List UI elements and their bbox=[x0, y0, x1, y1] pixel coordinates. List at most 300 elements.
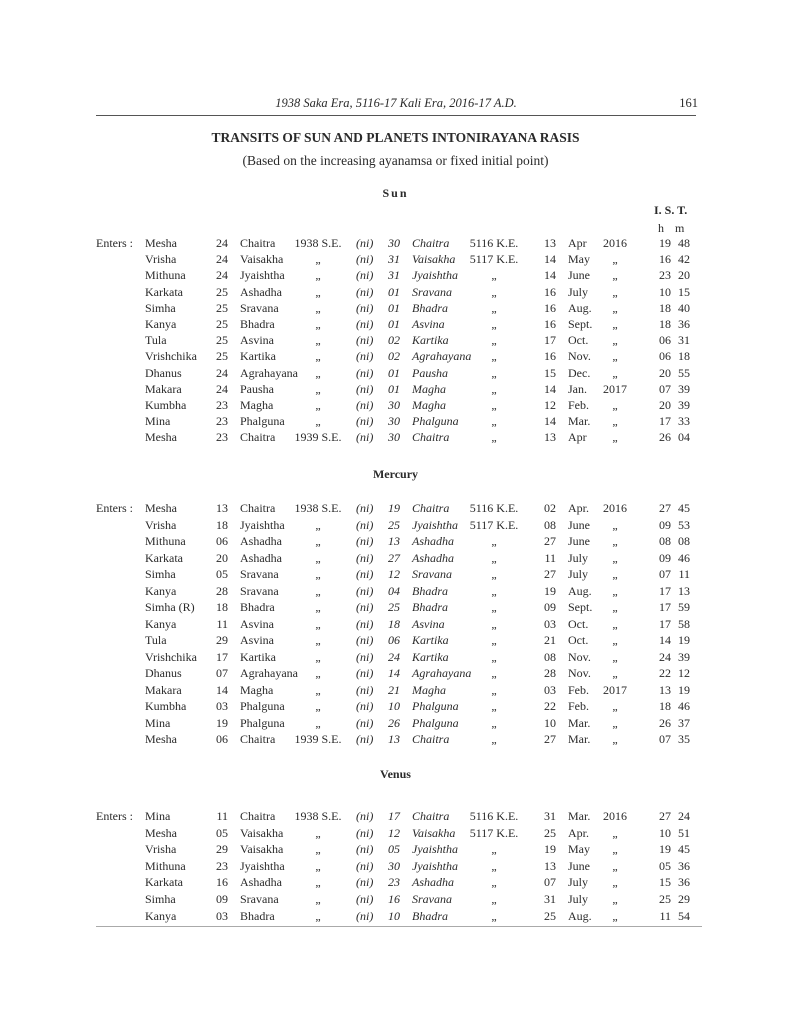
ad-year: „ bbox=[612, 252, 618, 267]
ad-month: Apr bbox=[568, 430, 587, 445]
ad-month: Sept. bbox=[568, 317, 593, 331]
ni-marker: (ni) bbox=[356, 567, 374, 581]
saka-year: „ bbox=[315, 252, 321, 267]
ni-marker: (ni) bbox=[356, 583, 374, 598]
saka-month: Bhadra bbox=[240, 317, 275, 331]
saka-day: 29 bbox=[216, 633, 228, 647]
kali-month: Vaisakha bbox=[412, 825, 456, 840]
saka-year: „ bbox=[315, 583, 321, 598]
kali-day: 01 bbox=[388, 284, 400, 299]
ad-year: 2017 bbox=[603, 682, 627, 697]
ad-year: „ bbox=[612, 633, 618, 647]
ad-day: 27 bbox=[544, 567, 556, 581]
ist-header: I. S. T. bbox=[654, 203, 688, 217]
saka-month: Pausha bbox=[240, 381, 274, 396]
ni-marker: (ni) bbox=[356, 892, 374, 906]
table-row bbox=[0, 600, 791, 616]
saka-year: „ bbox=[315, 825, 321, 840]
page-subtitle: (Based on the increasing ayanamsa or fixed initial point) bbox=[242, 153, 549, 168]
ni-marker: (ni) bbox=[356, 649, 374, 664]
rasi: Kanya bbox=[145, 317, 177, 331]
ad-day: 27 bbox=[544, 534, 556, 548]
ad-day: 10 bbox=[544, 715, 556, 730]
ad-year: „ bbox=[612, 616, 618, 631]
rasi: Mesha bbox=[145, 501, 177, 515]
rasi: Mina bbox=[145, 809, 171, 823]
ad-day: 02 bbox=[544, 501, 556, 515]
ist-minute: 12 bbox=[678, 666, 690, 680]
kali-day: 05 bbox=[388, 842, 400, 857]
ad-day: 03 bbox=[544, 682, 556, 697]
kali-day: 02 bbox=[388, 349, 400, 364]
saka-month: Sravana bbox=[240, 583, 279, 598]
ist-hour: 09 bbox=[659, 517, 671, 532]
saka-year: „ bbox=[315, 699, 321, 713]
ad-day: 22 bbox=[544, 699, 556, 713]
saka-month: Magha bbox=[240, 682, 274, 697]
kali-month: Magha bbox=[412, 398, 446, 412]
table-row bbox=[0, 382, 791, 398]
kali-year: „ bbox=[491, 732, 497, 746]
saka-day: 24 bbox=[216, 381, 228, 396]
saka-day: 28 bbox=[216, 583, 228, 598]
ad-year: „ bbox=[612, 365, 618, 380]
saka-day: 23 bbox=[216, 414, 228, 429]
rasi: Mesha bbox=[145, 236, 177, 250]
saka-year: „ bbox=[315, 317, 321, 331]
kali-month: Kartika bbox=[412, 333, 449, 348]
saka-year: „ bbox=[315, 858, 321, 873]
kali-year: „ bbox=[491, 908, 497, 923]
kali-year: „ bbox=[491, 365, 497, 380]
ist-minute: 15 bbox=[678, 284, 690, 299]
saka-year: „ bbox=[315, 398, 321, 412]
kali-year: „ bbox=[491, 284, 497, 299]
saka-year: „ bbox=[315, 633, 321, 647]
kali-month: Agrahayana bbox=[412, 666, 472, 680]
kali-month: Sravana bbox=[412, 567, 452, 581]
kali-year: „ bbox=[491, 699, 497, 713]
ni-marker: (ni) bbox=[356, 682, 374, 697]
saka-year: 1938 S.E. bbox=[294, 501, 342, 515]
ad-day: 13 bbox=[544, 858, 556, 873]
saka-year: 1938 S.E. bbox=[294, 809, 342, 823]
saka-day: 29 bbox=[216, 842, 228, 857]
ist-hour: 08 bbox=[659, 534, 671, 548]
ad-day: 31 bbox=[544, 809, 556, 823]
kali-month: Sravana bbox=[412, 284, 452, 299]
rasi: Simha bbox=[145, 892, 176, 906]
ist-hour: 19 bbox=[659, 236, 671, 250]
kali-day: 30 bbox=[388, 858, 400, 873]
saka-year: „ bbox=[315, 381, 321, 396]
saka-month: Ashadha bbox=[240, 875, 282, 890]
ad-year: „ bbox=[612, 398, 618, 412]
ist-hour: 17 bbox=[659, 414, 671, 429]
kali-year: „ bbox=[491, 317, 497, 331]
saka-day: 16 bbox=[216, 875, 228, 890]
kali-year: „ bbox=[491, 583, 497, 598]
ni-marker: (ni) bbox=[356, 616, 374, 631]
ist-hour: 06 bbox=[659, 333, 671, 348]
rasi: Mithuna bbox=[145, 268, 186, 283]
saka-year: „ bbox=[315, 908, 321, 923]
table-row bbox=[0, 650, 791, 666]
kali-month: Sravana bbox=[412, 892, 452, 906]
table-row bbox=[0, 909, 791, 925]
ist-hour: 13 bbox=[659, 682, 671, 697]
saka-month: Kartika bbox=[240, 649, 276, 664]
kali-year: „ bbox=[491, 616, 497, 631]
saka-month: Sravana bbox=[240, 300, 279, 315]
table-row bbox=[0, 567, 791, 583]
saka-day: 11 bbox=[216, 616, 228, 631]
ist-minute: 53 bbox=[678, 517, 690, 532]
saka-day: 19 bbox=[216, 715, 228, 730]
saka-month: Asvina bbox=[240, 633, 274, 647]
ni-marker: (ni) bbox=[356, 349, 374, 364]
saka-month: Ashadha bbox=[240, 534, 282, 548]
saka-year: 1939 S.E. bbox=[294, 732, 342, 746]
saka-month: Vaisakha bbox=[240, 825, 284, 840]
rasi: Dhanus bbox=[145, 365, 182, 380]
kali-month: Chaitra bbox=[412, 501, 450, 515]
ist-hour: 07 bbox=[659, 732, 671, 746]
ist-hour: 20 bbox=[659, 398, 671, 412]
ad-month: June bbox=[568, 534, 590, 548]
ni-marker: (ni) bbox=[356, 633, 374, 647]
ist-hour: 15 bbox=[659, 875, 671, 890]
ist-minute: 37 bbox=[678, 715, 690, 730]
ni-marker: (ni) bbox=[356, 732, 374, 746]
kali-month: Pausha bbox=[412, 365, 448, 380]
ist-minute: 45 bbox=[678, 842, 690, 857]
table-row bbox=[0, 317, 791, 333]
kali-day: 12 bbox=[388, 825, 400, 840]
saka-year: „ bbox=[315, 268, 321, 283]
saka-day: 24 bbox=[216, 268, 228, 283]
kali-day: 12 bbox=[388, 567, 400, 581]
saka-month: Phalguna bbox=[240, 699, 285, 713]
ad-month: June bbox=[568, 858, 590, 873]
ad-day: 16 bbox=[544, 349, 556, 364]
ad-day: 14 bbox=[544, 414, 556, 429]
ad-year: „ bbox=[612, 300, 618, 315]
kali-year: „ bbox=[491, 268, 497, 283]
ist-minute: 04 bbox=[678, 430, 690, 445]
table-row bbox=[0, 842, 791, 858]
saka-year: „ bbox=[315, 414, 321, 429]
kali-day: 30 bbox=[388, 430, 400, 445]
ad-year: „ bbox=[612, 858, 618, 873]
kali-year: „ bbox=[491, 430, 497, 445]
saka-year: „ bbox=[315, 517, 321, 532]
kali-day: 16 bbox=[388, 892, 400, 906]
ad-day: 09 bbox=[544, 600, 556, 614]
kali-day: 25 bbox=[388, 600, 400, 614]
saka-day: 06 bbox=[216, 534, 228, 548]
rasi: Mithuna bbox=[145, 534, 186, 548]
kali-month: Bhadra bbox=[412, 600, 448, 614]
kali-month: Agrahayana bbox=[412, 349, 472, 364]
kali-day: 30 bbox=[388, 398, 400, 412]
kali-year: „ bbox=[491, 414, 497, 429]
kali-month: Phalguna bbox=[412, 699, 459, 713]
rasi: Vrisha bbox=[145, 252, 177, 267]
table-row bbox=[0, 252, 791, 268]
kali-month: Jyaishtha bbox=[412, 517, 458, 532]
ist-minute: 31 bbox=[678, 333, 690, 348]
ist-minute: 39 bbox=[678, 398, 690, 412]
saka-year: 1938 S.E. bbox=[294, 236, 342, 250]
ad-day: 14 bbox=[544, 252, 556, 267]
saka-day: 18 bbox=[216, 600, 228, 614]
section-title-venus: Venus bbox=[380, 767, 411, 781]
ad-day: 17 bbox=[544, 333, 556, 348]
kali-year: 5116 K.E. bbox=[469, 236, 519, 250]
ad-month: Nov. bbox=[568, 349, 591, 364]
ist-hour: 17 bbox=[659, 600, 671, 614]
kali-year: „ bbox=[491, 349, 497, 364]
kali-day: 19 bbox=[388, 501, 400, 515]
saka-day: 06 bbox=[216, 732, 228, 746]
rasi: Mithuna bbox=[145, 858, 186, 873]
rasi: Simha bbox=[145, 300, 176, 315]
kali-month: Asvina bbox=[412, 616, 445, 631]
saka-day: 07 bbox=[216, 666, 228, 680]
table-row bbox=[0, 430, 791, 446]
ad-month: Feb. bbox=[568, 682, 589, 697]
saka-day: 25 bbox=[216, 300, 228, 315]
ist-minute: 29 bbox=[678, 892, 690, 906]
ad-month: July bbox=[568, 875, 589, 890]
kali-month: Chaitra bbox=[412, 236, 450, 250]
ist-minute: 48 bbox=[678, 236, 690, 250]
ad-year: „ bbox=[612, 550, 618, 565]
kali-day: 27 bbox=[388, 550, 400, 565]
rasi: Kanya bbox=[145, 583, 177, 598]
kali-day: 31 bbox=[388, 268, 400, 283]
ist-hour: 10 bbox=[659, 825, 671, 840]
saka-month: Vaisakha bbox=[240, 252, 284, 267]
rasi: Vrishchika bbox=[145, 349, 197, 364]
ni-marker: (ni) bbox=[356, 534, 374, 548]
saka-month: Jyaishtha bbox=[240, 517, 285, 532]
table-row bbox=[0, 349, 791, 365]
table-row bbox=[0, 414, 791, 430]
ad-month: Aug. bbox=[568, 908, 592, 923]
kali-month: Chaitra bbox=[412, 732, 450, 746]
kali-year: 5117 K.E. bbox=[469, 252, 519, 267]
saka-month: Agrahayana bbox=[240, 666, 298, 680]
ist-hour: 16 bbox=[659, 252, 671, 267]
table-row bbox=[0, 699, 791, 715]
section-title-sun: Sun bbox=[382, 186, 409, 200]
ad-year: 2016 bbox=[603, 809, 627, 823]
ist-hour: 17 bbox=[659, 616, 671, 631]
ad-day: 27 bbox=[544, 732, 556, 746]
saka-day: 17 bbox=[216, 649, 228, 664]
ad-month: Nov. bbox=[568, 666, 591, 680]
ni-marker: (ni) bbox=[356, 600, 374, 614]
ad-day: 03 bbox=[544, 616, 556, 631]
ad-year: 2016 bbox=[603, 501, 627, 515]
ad-year: „ bbox=[612, 317, 618, 331]
kali-month: Phalguna bbox=[412, 715, 459, 730]
ad-year: 2017 bbox=[603, 381, 627, 396]
saka-month: Ashadha bbox=[240, 550, 282, 565]
kali-month: Phalguna bbox=[412, 414, 459, 429]
saka-year: „ bbox=[315, 300, 321, 315]
saka-month: Chaitra bbox=[240, 732, 276, 746]
table-row bbox=[0, 285, 791, 301]
footer-rule bbox=[96, 926, 702, 927]
kali-month: Chaitra bbox=[412, 809, 450, 823]
saka-year: „ bbox=[315, 842, 321, 857]
kali-day: 01 bbox=[388, 381, 400, 396]
ad-year: „ bbox=[612, 284, 618, 299]
ad-month: June bbox=[568, 517, 590, 532]
ad-year: „ bbox=[612, 715, 618, 730]
ni-marker: (ni) bbox=[356, 414, 374, 429]
rasi: Karkata bbox=[145, 284, 183, 299]
saka-day: 20 bbox=[216, 550, 228, 565]
rasi: Mesha bbox=[145, 430, 177, 445]
kali-day: 01 bbox=[388, 365, 400, 380]
table-row bbox=[0, 859, 791, 875]
ist-minute: 36 bbox=[678, 317, 690, 331]
running-head bbox=[96, 96, 696, 116]
ad-month: Mar. bbox=[568, 732, 591, 746]
saka-month: Chaitra bbox=[240, 236, 276, 250]
ni-marker: (ni) bbox=[356, 809, 374, 823]
saka-year: „ bbox=[315, 875, 321, 890]
ist-minute: 19 bbox=[678, 682, 690, 697]
enters-label: Enters : bbox=[96, 501, 133, 515]
ad-month: July bbox=[568, 567, 589, 581]
ni-marker: (ni) bbox=[356, 858, 374, 873]
ni-marker: (ni) bbox=[356, 875, 374, 890]
table-row bbox=[0, 236, 791, 252]
kali-month: Bhadra bbox=[412, 908, 448, 923]
rasi: Vrisha bbox=[145, 842, 177, 857]
table-row bbox=[0, 366, 791, 382]
ist-hour: 11 bbox=[659, 908, 671, 923]
saka-day: 24 bbox=[216, 236, 228, 250]
ist-minute: 18 bbox=[678, 349, 690, 364]
ad-year: „ bbox=[612, 825, 618, 840]
saka-month: Phalguna bbox=[240, 414, 285, 429]
ist-hour: 18 bbox=[659, 300, 671, 315]
saka-day: 03 bbox=[216, 908, 228, 923]
kali-day: 21 bbox=[388, 682, 400, 697]
ist-minute: 36 bbox=[678, 858, 690, 873]
saka-month: Sravana bbox=[240, 892, 279, 906]
ist-hour: 07 bbox=[659, 567, 671, 581]
ist-minute: 39 bbox=[678, 649, 690, 664]
header-rule bbox=[96, 115, 696, 116]
ad-year: „ bbox=[612, 892, 618, 906]
table-row bbox=[0, 398, 791, 414]
saka-month: Sravana bbox=[240, 567, 279, 581]
ad-day: 19 bbox=[544, 842, 556, 857]
ist-minute: 42 bbox=[678, 252, 690, 267]
kali-year: „ bbox=[491, 715, 497, 730]
saka-month: Chaitra bbox=[240, 501, 276, 515]
table-row bbox=[0, 301, 791, 317]
ni-marker: (ni) bbox=[356, 699, 374, 713]
ist-hour: 26 bbox=[659, 430, 671, 445]
table-row bbox=[0, 534, 791, 550]
ad-year: „ bbox=[612, 699, 618, 713]
enters-label: Enters : bbox=[96, 809, 133, 823]
saka-month: Ashadha bbox=[240, 284, 282, 299]
saka-month: Chaitra bbox=[240, 809, 276, 823]
kali-year: 5116 K.E. bbox=[469, 501, 519, 515]
ist-hour: 18 bbox=[659, 699, 671, 713]
ni-marker: (ni) bbox=[356, 908, 374, 923]
table-row bbox=[0, 633, 791, 649]
ad-day: 16 bbox=[544, 317, 556, 331]
ad-day: 14 bbox=[544, 268, 556, 283]
kali-year: „ bbox=[491, 666, 497, 680]
saka-day: 14 bbox=[216, 682, 228, 697]
ni-marker: (ni) bbox=[356, 501, 374, 515]
ad-month: July bbox=[568, 892, 589, 906]
kali-month: Bhadra bbox=[412, 300, 448, 315]
rasi: Mina bbox=[145, 715, 171, 730]
kali-day: 04 bbox=[388, 583, 400, 598]
ad-month: Feb. bbox=[568, 398, 589, 412]
kali-month: Ashadha bbox=[412, 534, 454, 548]
table-row bbox=[0, 551, 791, 567]
ad-day: 08 bbox=[544, 517, 556, 532]
ad-month: Sept. bbox=[568, 600, 593, 614]
saka-day: 13 bbox=[216, 501, 228, 515]
kali-day: 30 bbox=[388, 236, 400, 250]
saka-day: 05 bbox=[216, 825, 228, 840]
kali-year: „ bbox=[491, 567, 497, 581]
ad-day: 25 bbox=[544, 908, 556, 923]
ni-marker: (ni) bbox=[356, 317, 374, 331]
saka-day: 18 bbox=[216, 517, 228, 532]
kali-day: 25 bbox=[388, 517, 400, 532]
kali-month: Ashadha bbox=[412, 875, 454, 890]
kali-day: 10 bbox=[388, 908, 400, 923]
ad-year: „ bbox=[612, 732, 618, 746]
ad-month: Mar. bbox=[568, 715, 591, 730]
ist-hour: 27 bbox=[659, 501, 671, 515]
saka-year: „ bbox=[315, 682, 321, 697]
kali-day: 01 bbox=[388, 317, 400, 331]
saka-month: Jyaishtha bbox=[240, 268, 285, 283]
kali-month: Magha bbox=[412, 381, 446, 396]
ist-minute: 46 bbox=[678, 550, 690, 565]
ad-month: Mar. bbox=[568, 809, 591, 823]
saka-year: „ bbox=[315, 365, 321, 380]
saka-day: 24 bbox=[216, 252, 228, 267]
ist-minute: 33 bbox=[678, 414, 690, 429]
ad-month: Mar. bbox=[568, 414, 591, 429]
ist-minute: 51 bbox=[678, 825, 690, 840]
saka-year: „ bbox=[315, 550, 321, 565]
saka-month: Chaitra bbox=[240, 430, 276, 445]
ad-month: June bbox=[568, 268, 590, 283]
ni-marker: (ni) bbox=[356, 550, 374, 565]
ad-year: „ bbox=[612, 430, 618, 445]
saka-day: 25 bbox=[216, 317, 228, 331]
kali-day: 13 bbox=[388, 732, 400, 746]
